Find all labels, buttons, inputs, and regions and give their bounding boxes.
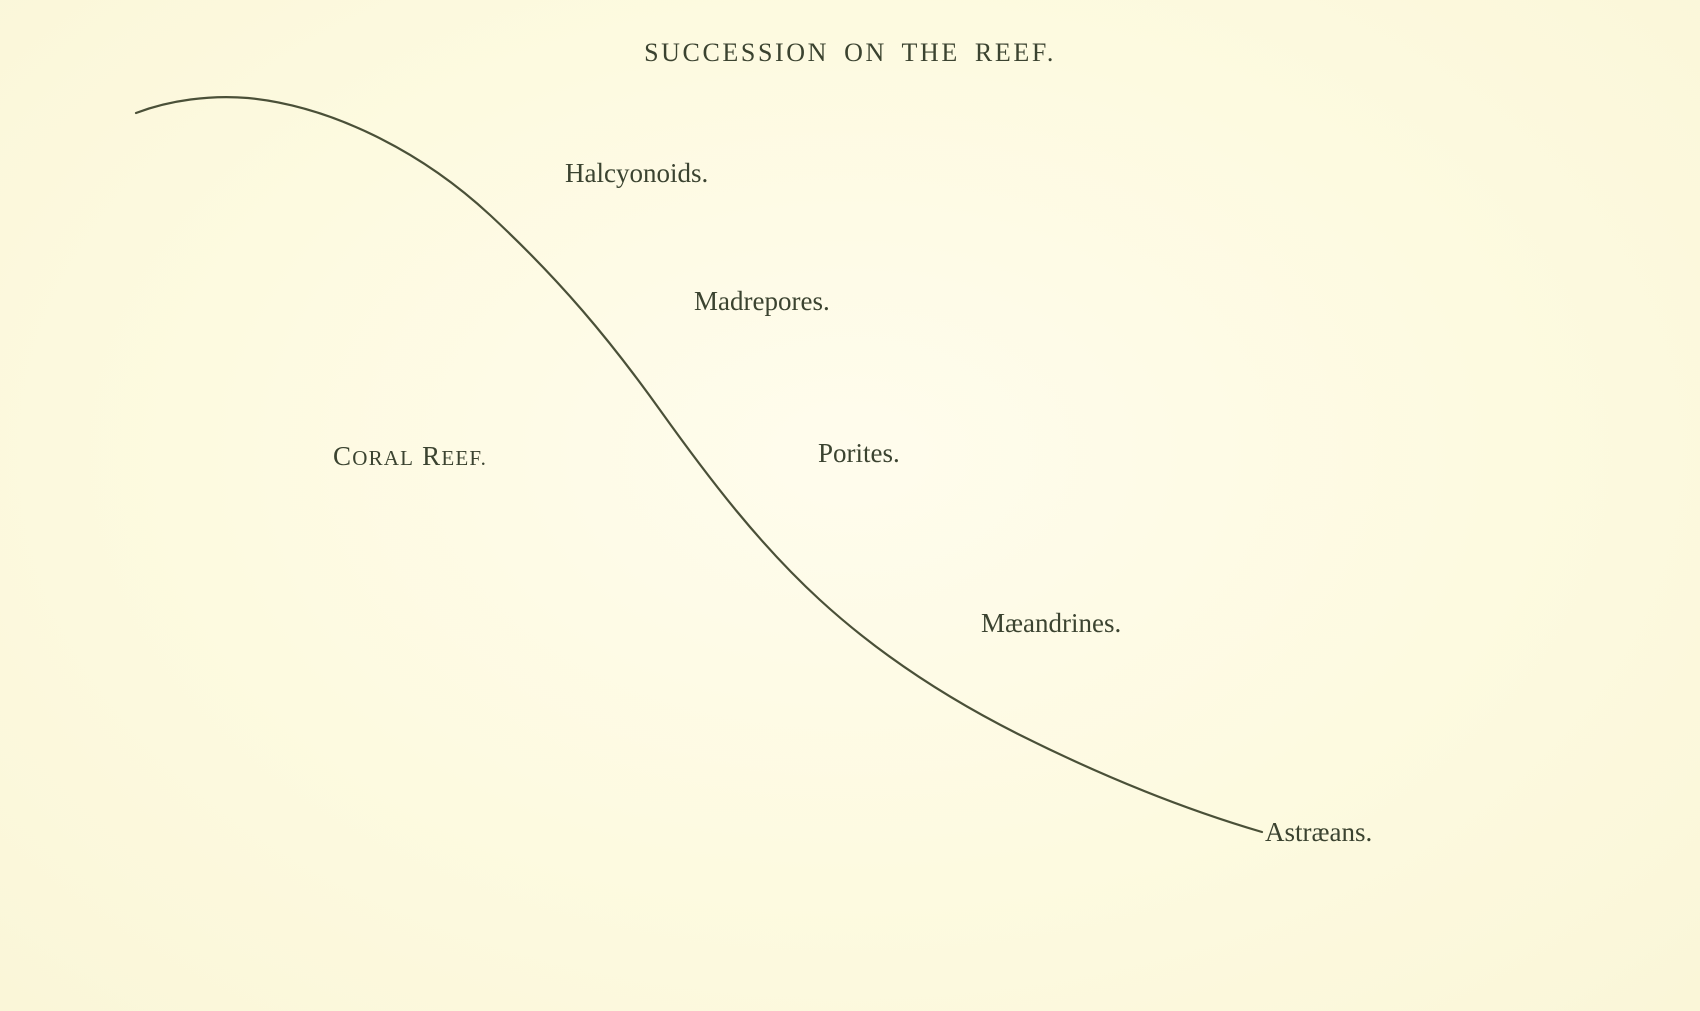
coral-reef-eef: EEF. <box>441 446 488 470</box>
coral-reef-oral: ORAL <box>352 446 415 470</box>
label-madrepores: Madrepores. <box>694 286 830 316</box>
label-astraeans: Astræans. <box>1265 817 1373 847</box>
curve-path <box>136 97 1262 832</box>
label-halcyonoids: Halcyonoids. <box>565 158 709 188</box>
figure-title: SUCCESSION ON THE REEF. <box>644 38 1056 67</box>
label-maeandrines: Mæandrines. <box>981 608 1122 638</box>
coral-reef-cap-r: R <box>422 441 442 471</box>
label-coral-reef <box>333 441 487 472</box>
label-porites: Porites. <box>818 438 900 468</box>
coral-reef-cap-c: C <box>333 441 353 471</box>
